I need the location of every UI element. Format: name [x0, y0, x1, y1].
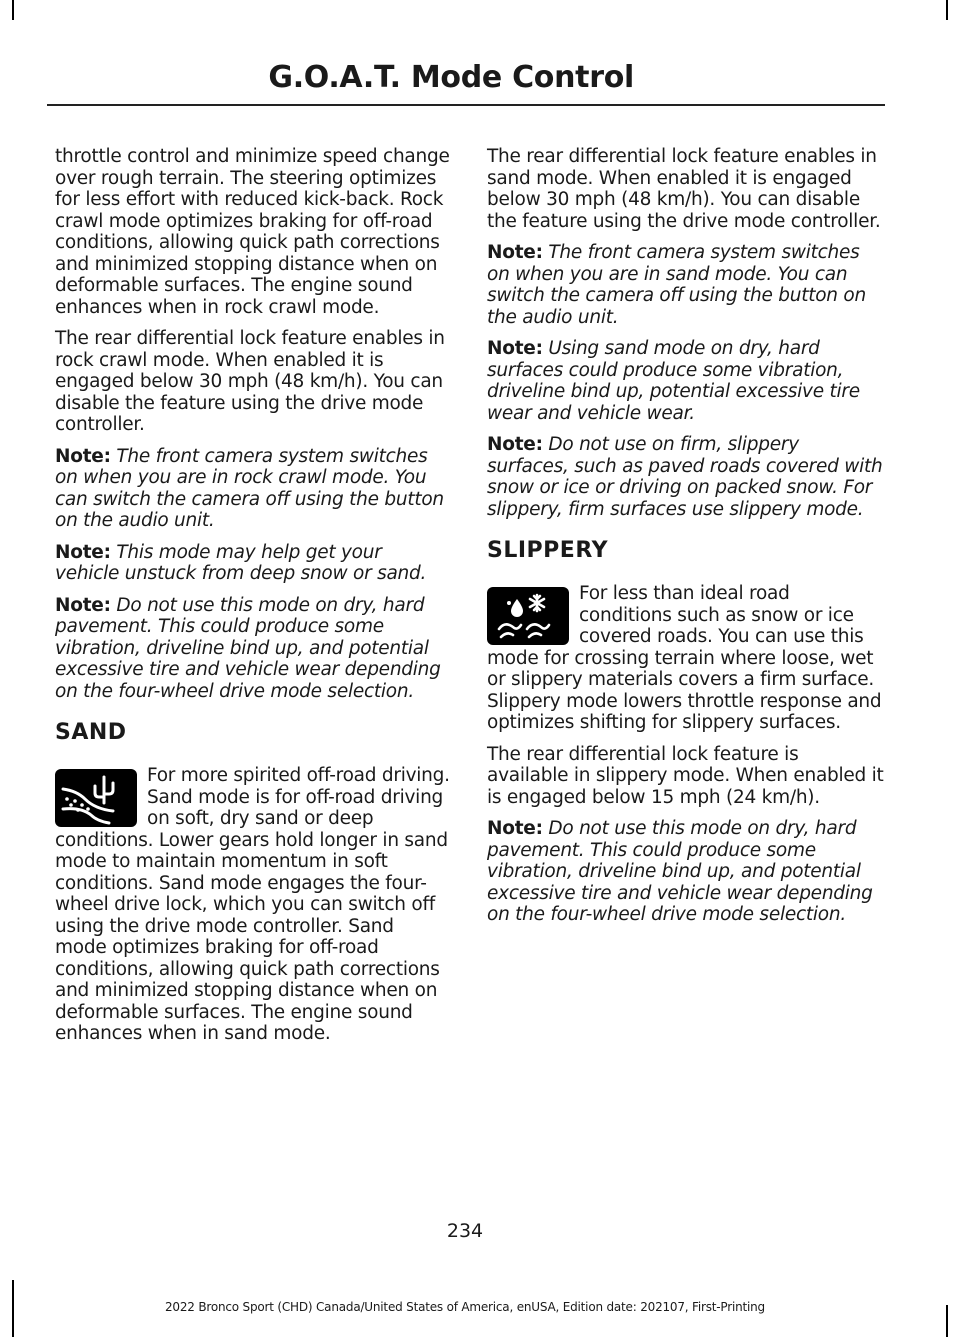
sand-mode-icon [55, 769, 137, 827]
note-pavement [55, 595, 450, 703]
page-number: 234 [446, 1220, 484, 1242]
rear-diff-slippery-paragraph: The rear differential lock feature is available in slippery mode. When enabled it is engaged below 15 mph (24 km/h). [487, 743, 884, 808]
rear-diff-sand-paragraph: The rear differential lock feature enables in sand mode. When enabled it is engaged below 30 mph (48 km/h). You can disable the feature using the drive mode controller. [487, 146, 881, 232]
note-label: Note: [55, 541, 111, 563]
slippery-paragraph: For less than ideal road conditions such as snow or ice covered roads. You can use this mode for crossing terrain where loose, wet or slippery materials covers a firm surface. Slippery mode lowers throttle response and optimizes shifting for slippery surfaces. [487, 583, 882, 733]
note-label: Note: [487, 242, 543, 263]
page-title: G.O.A.T. Mode Control [268, 60, 634, 95]
note-text: The front camera system switches on when you are in rock crawl mode. You can switch the camera off using the button on the audio unit. [55, 445, 444, 531]
right-column [487, 146, 885, 936]
note-label: Note: [55, 594, 111, 616]
note-label: Note: [487, 434, 543, 455]
header-divider [47, 104, 885, 106]
rear-diff-paragraph: The rear differential lock feature enables in rock crawl mode. When enabled it is engaged below 30 mph (48 km/h). You can disable the feature using the drive mode controller. [55, 328, 445, 435]
note-text: The front camera system switches on when you are in sand mode. You can switch the camera off using the button on the audio unit. [487, 242, 866, 328]
note-label: Note: [487, 818, 543, 839]
crop-mark-top-right [946, 0, 948, 20]
intro-paragraph: throttle control and minimize speed change over rough terrain. The steering optimizes for less effort with reduced kick-back. Rock crawl mode optimizes braking for off-road conditions, allowing quick path corrections and minimized stopping distance when on deformable surfaces. The engine sound enhances when in rock crawl mode. [55, 146, 450, 318]
note-unstuck [55, 542, 450, 585]
note-label: Note: [487, 338, 543, 359]
crop-mark-top-left [12, 0, 14, 20]
slippery-mode-icon [487, 587, 569, 645]
left-column [55, 146, 450, 1055]
note-pavement-slippery [487, 818, 885, 926]
footer-edition: 2022 Bronco Sport (CHD) Canada/United States of America, enUSA, Edition date: 202107, First-Printing [165, 1300, 765, 1314]
crop-mark-bottom-right [946, 1305, 948, 1337]
note-text: This mode may help get your vehicle unstuck from deep snow or sand. [55, 541, 427, 584]
sand-heading: SAND [55, 720, 127, 745]
note-text: Do not use this mode on dry, hard pavement. This could produce some vibration, driveline bind up, and potential excessive tire and vehicle wear depending on the four-wheel drive mode selection. [487, 818, 873, 925]
slippery-heading: SLIPPERY [487, 538, 608, 563]
note-firm-slippery [487, 434, 885, 520]
note-text: Do not use this mode on dry, hard pavement. This could produce some vibration, driveline bind up, and potential excessive tire and vehicle wear depending on the four-wheel drive mode selection. [55, 594, 441, 702]
note-hard-surfaces [487, 338, 885, 424]
note-text: Using sand mode on dry, hard surfaces could produce some vibration, driveline bind up, potential excessive tire wear and vehicle wear. [487, 338, 860, 424]
note-label: Note: [55, 445, 111, 467]
sand-paragraph: For more spirited off-road driving. Sand mode is for off-road driving on soft, dry sand or deep conditions. Lower gears hold longer in sand mode to maintain momentum in soft conditions. Sand mode engages the four-wheel drive lock, which you can switch off using the drive mode controller. Sand mode optimizes braking for off-road conditions, allowing quick path corrections and minimized stopping distance when on deformable surfaces. The engine sound enhances when in sand mode. [55, 765, 450, 1044]
note-text: Do not use on firm, slippery surfaces, such as paved roads covered with snow or ice or driving on packed snow. For slippery, firm surfaces use slippery mode. [487, 434, 883, 520]
note-camera [55, 446, 450, 532]
note-camera-sand [487, 242, 885, 328]
